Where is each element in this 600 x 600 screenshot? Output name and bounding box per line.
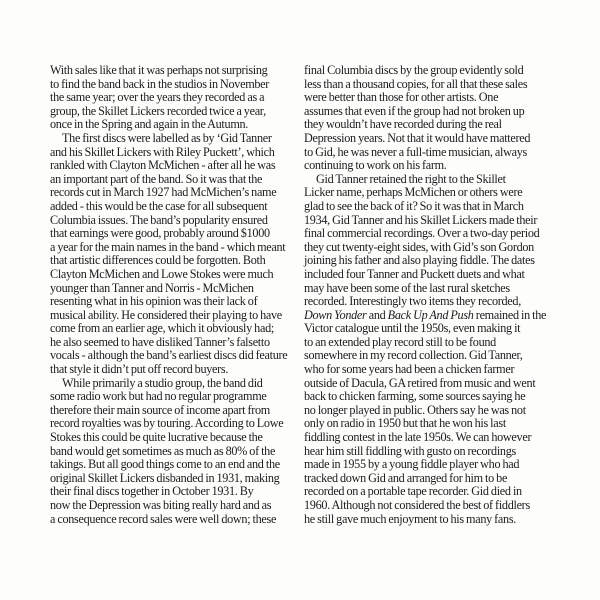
text-line: to Gid, he was never a full-time musician, always (304, 144, 527, 159)
text-segment: and (366, 307, 388, 322)
text-line: vocals - although the band’s earliest discs did feature (50, 348, 288, 363)
text-line: no longer played in public. Others say he was not (304, 402, 526, 417)
text-line: Stokes this could be quite lucrative because the (50, 430, 263, 445)
text-line: he still gave much enjoyment to his many fans. (304, 511, 517, 526)
text-line: group, the Skillet Lickers recorded twice a year, (50, 103, 266, 118)
text-line: outside of Dacula, GA retired from music and went (304, 375, 536, 390)
text-line: they cut twenty-eight sides, with Gid’s son Gordon (304, 239, 534, 254)
text-line: 1960. Although not considered the best of fiddlers (304, 498, 530, 512)
text-line: Licker name, perhaps McMichen or others were (304, 185, 523, 200)
text-line: rankled with Clayton McMichen - after all he was (50, 158, 276, 173)
left-text-column (50, 64, 290, 526)
text-line: Columbia issues. The band’s popularity ensured (50, 212, 268, 227)
text-segment: remained in the (473, 307, 547, 322)
text-line: The first discs were labelled as by ‘Gid Tanner (62, 130, 272, 145)
text-line: now the Depression was biting really hard and as (50, 498, 272, 512)
text-line: and his Skillet Lickers with Riley Puckett’, which (50, 144, 275, 159)
text-line: only on radio in 1950 but that he won his last (304, 416, 506, 431)
text-line: record royalties was by touring. According to Lowe (50, 416, 284, 431)
text-line: were better than those for other artists. One (304, 90, 499, 105)
text-line: included four Tanner and Puckett duets and what (304, 266, 525, 281)
text-line: final commercial recordings. Over a two-day period (304, 226, 540, 241)
text-line: added - this would be the case for all subsequent (50, 198, 268, 213)
text-line: glad to see the back of it? So it was that in March (304, 198, 524, 213)
text-line: somewhere in my record collection. Gid Tanner, (304, 348, 523, 363)
text-line: their final discs together in October 1931. By (50, 484, 254, 499)
text-line: 1934, Gid Tanner and his Skillet Lickers made their (304, 212, 538, 227)
text-line: that earnings were good, probably around $1000 (50, 226, 270, 241)
text-line: may have been some of the last rural sketches (304, 280, 510, 295)
text-line: come from an earlier age, which it obviously had; (50, 321, 274, 336)
text-line: records cut in March 1927 had McMichen’s name (50, 185, 277, 200)
text-line: that style it didn’t put off record buyers. (50, 362, 229, 377)
text-line: therefore their main source of income apart from (50, 402, 270, 417)
text-line (304, 309, 554, 323)
text-line: once in the Spring and again in the Autumn. (50, 117, 249, 132)
text-line: original Skillet Lickers disbanded in 1931, making (50, 470, 280, 485)
text-line: back to chicken farming, some sources saying he (304, 389, 526, 404)
text-line: who for some years had been a chicken farmer (304, 362, 515, 377)
text-line: recorded on a portable tape recorder. Gid died in (304, 484, 522, 499)
text-line: fiddling contest in the late 1950s. We can however (304, 430, 532, 445)
text-line: Clayton McMichen and Lowe Stokes were much (50, 266, 274, 281)
text-line: tracked down Gid and arranged for him to be (304, 470, 508, 485)
text-line: a year for the main names in the band - which meant (50, 239, 286, 254)
text-line: With sales like that it was perhaps not surprising (50, 63, 268, 77)
text-line: band would get sometimes as much as 80% of the (50, 443, 276, 458)
italic-title: Down Yonder (304, 307, 367, 322)
text-line: less than a thousand copies, for all that these sales (304, 76, 528, 91)
text-line: he also seemed to have disliked Tanner’s falsetto (50, 334, 270, 349)
text-line: made in 1955 by a young fiddle player who had (304, 457, 520, 472)
text-line: assumes that even if the group had not broken up (304, 103, 525, 118)
text-line: recorded. Interestingly two items they recorded, (304, 294, 521, 309)
text-line: a consequence record sales were well down; these (50, 511, 277, 526)
text-line: Gid Tanner retained the right to the Skillet (316, 171, 506, 186)
text-line: to an extended play record still to be found (304, 334, 496, 349)
text-line: joining his father and also playing fiddle. The dates (304, 253, 535, 268)
text-line: final Columbia discs by the group evidently sold (304, 63, 524, 77)
text-line: continuing to work on his farm. (304, 158, 447, 173)
text-line: younger than Tanner and Norris - McMichen (50, 280, 254, 295)
text-line: hear him still fiddling with gusto on recordings (304, 443, 516, 458)
italic-title: Back Up And Push (387, 307, 474, 322)
text-line: resenting what in his opinion was their lack of (50, 294, 258, 309)
right-text-column (304, 64, 554, 526)
text-line: they wouldn’t have recorded during the real (304, 117, 502, 132)
text-line: musical ability. He considered their playing to have (50, 307, 282, 322)
text-line: an important part of the band. So it was that the (50, 171, 263, 186)
text-line: to find the band back in the studios in November (50, 76, 270, 91)
text-line: the same year; over the years they recorded as a (50, 90, 265, 105)
text-line: that artistic differences could be forgotten. Both (50, 253, 266, 268)
text-line: While primarily a studio group, the band did (62, 375, 263, 390)
text-line: Depression years. Not that it would have mattered (304, 130, 531, 145)
text-line: some radio work but had no regular programme (50, 389, 267, 404)
text-line: Victor catalogue until the 1950s, even making it (304, 321, 521, 336)
text-line: takings. But all good things come to an end and the (50, 457, 280, 472)
